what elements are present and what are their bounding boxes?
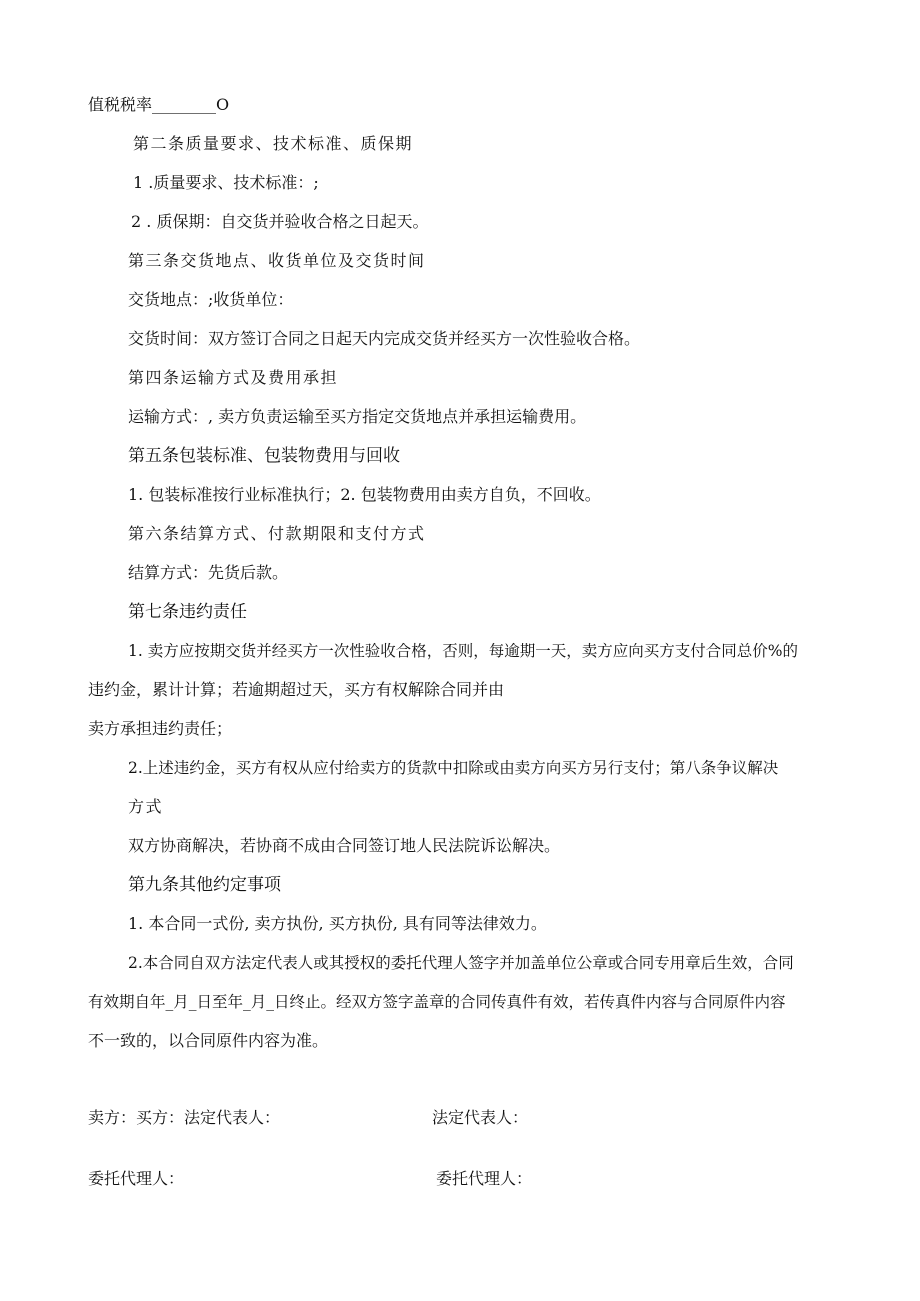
delivery-place-line: 交货地点：;收货单位： [128, 290, 294, 309]
effective-clause-c: 不一致的，以合同原件内容为准。 [88, 1031, 329, 1050]
warranty-line: 2 . 质保期：自交货并验收合格之日起天。 [131, 212, 429, 231]
article-6-heading: 第六条结算方式、付款期限和支付方式 [128, 524, 426, 543]
transport-line: 运输方式：, 卖方负责运输至买方指定交货地点并承担运输费用。 [128, 407, 587, 426]
article-4-heading: 第四条运输方式及费用承担 [128, 368, 339, 387]
seller-agent-label: 委托代理人： [88, 1169, 185, 1188]
article-7-heading: 第七条违约责任 [128, 602, 247, 622]
article-8-heading-cont: 方式 [128, 797, 164, 816]
article-2-heading: 第二条质量要求、技术标准、质保期 [133, 134, 414, 153]
buyer-representative-label: 法定代表人： [432, 1108, 529, 1127]
effective-clause-a: 2.本合同自双方法定代表人或其授权的委托代理人签字并加盖单位公章或合同专用章后生效，合同 [128, 954, 794, 972]
breach-clause-2: 2.上述违约金，买方有权从应付给卖方的货款中扣除或由卖方向买方另行支付；第八条争议解决 [128, 759, 779, 777]
copies-line: 1. 本合同一式份, 卖方执份, 买方执份, 具有同等法律效力。 [128, 914, 547, 933]
article-9-heading: 第九条其他约定事项 [128, 875, 281, 895]
buyer-agent-label: 委托代理人： [436, 1169, 533, 1188]
delivery-time-line: 交货时间：双方签订合同之日起天内完成交货并经买方一次性验收合格。 [128, 329, 641, 348]
breach-clause-1a: 1. 卖方应按期交货并经买方一次性验收合格，否则，每逾期一天，卖方应向买方支付合同总价%的 [128, 642, 798, 660]
quality-requirement-line: 1 .质量要求、技术标准：; [133, 173, 319, 192]
dispute-line: 双方协商解决，若协商不成由合同签订地人民法院诉讼解决。 [128, 836, 561, 855]
breach-clause-1c: 卖方承担违约责任； [88, 719, 233, 738]
effective-clause-b: 有效期自年_月_日至年_月_日终止。经双方签字盖章的合同传真件有效，若传真件内容与合同原件内容 [88, 993, 786, 1011]
vat-rate-line: 值税税率________O [88, 95, 230, 114]
article-5-heading: 第五条包装标准、包装物费用与回收 [128, 446, 400, 466]
seller-buyer-representative-label: 卖方：买方：法定代表人： [88, 1108, 281, 1127]
settlement-line: 结算方式：先货后款。 [128, 563, 289, 582]
breach-clause-1b: 违约金，累计计算；若逾期超过天，买方有权解除合同并由 [88, 680, 505, 699]
packaging-line: 1. 包装标准按行业标准执行；2. 包装物费用由卖方自负，不回收。 [128, 485, 601, 504]
article-3-heading: 第三条交货地点、收货单位及交货时间 [128, 251, 426, 270]
